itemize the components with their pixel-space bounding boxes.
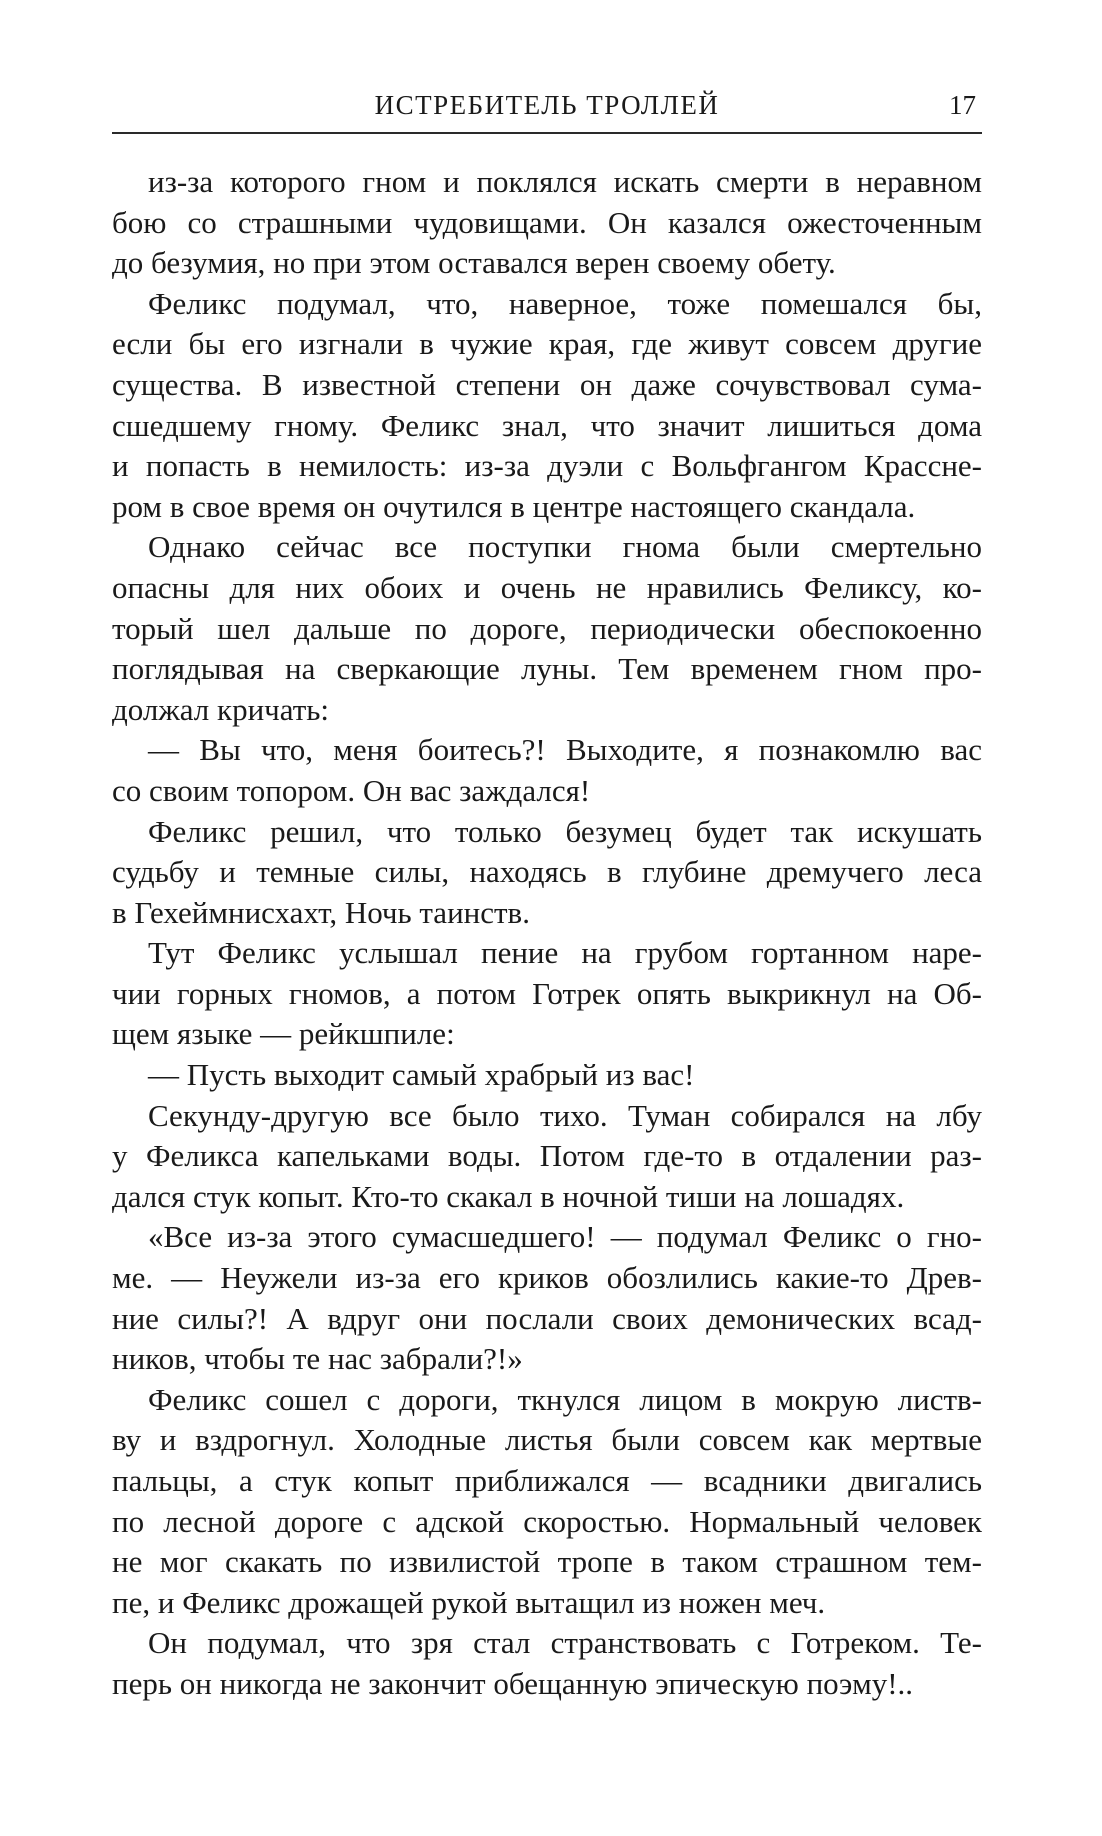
text-line: ние силы?! А вдруг они послали своих демонических всад- — [112, 1300, 982, 1336]
paragraph — [112, 1055, 982, 1096]
running-title: ИСТРЕБИТЕЛЬ ТРОЛЛЕЙ — [374, 90, 720, 120]
paragraph — [112, 1380, 982, 1624]
text-line: поглядывая на сверкающие луны. Тем временем гном про- — [112, 651, 982, 687]
text-line: перь он никогда не закончит обещанную эпическую поэму!.. — [112, 1665, 914, 1701]
text-line: — Пусть выходит самый храбрый из вас! — [148, 1057, 695, 1093]
text-line: из-за которого гном и поклялся искать смерти в неравном — [148, 164, 982, 199]
text-line: Феликс решил, что только безумец будет так искушать — [148, 813, 982, 849]
text-line: Тут Феликс услышал пение на грубом гортанном наре- — [148, 935, 982, 971]
paragraph — [112, 1217, 982, 1379]
text-line: дался стук копыт. Кто-то скакал в ночной тиши на лошадях. — [112, 1178, 905, 1214]
paragraph — [112, 162, 982, 284]
page-number: 17 — [949, 90, 976, 120]
text-line: «Все из-за этого сумасшедшего! — подумал Феликс о гно- — [148, 1219, 982, 1255]
text-line: по лесной дороге с адской скоростью. Нормальный человек — [112, 1503, 982, 1539]
paragraph — [112, 284, 982, 528]
text-line: судьбу и темные силы, находясь в глубине дремучего леса — [112, 854, 982, 890]
text-line: пе, и Феликс дрожащей рукой вытащил из ножен меч. — [112, 1584, 826, 1620]
text-line: торый шел дальше по дороге, периодически обеспокоенно — [112, 610, 982, 646]
text-line: со своим топором. Он вас заждался! — [112, 772, 591, 808]
text-line: Феликс сошел с дороги, ткнулся лицом в мокрую листв- — [148, 1381, 982, 1417]
text-line: до безумия, но при этом оставался верен своему обету. — [112, 245, 836, 281]
text-line: ников, чтобы те нас забрали?!» — [112, 1341, 523, 1377]
text-line: у Феликса капельками воды. Потом где-то в отдалении раз- — [112, 1138, 982, 1174]
text-line: если бы его изгнали в чужие края, где живут совсем другие — [112, 326, 982, 362]
paragraph — [112, 730, 982, 811]
paragraph — [112, 527, 982, 730]
text-line: опасны для них обоих и очень не нравились Феликсу, ко- — [112, 569, 982, 605]
text-line: ме. — Неужели из-за его криков обозлились какие-то Древ- — [112, 1260, 982, 1296]
text-line: бою со страшными чудовищами. Он казался ожесточенным — [112, 204, 982, 240]
text-line: в Гехеймнисхахт, Ночь таинств. — [112, 894, 530, 930]
text-line: ву и вздрогнул. Холодные листья были совсем как мертвые — [112, 1422, 982, 1458]
text-line: сшедшему гному. Феликс знал, что значит лишиться дома — [112, 407, 982, 443]
text-line: ром в свое время он очутился в центре настоящего скандала. — [112, 488, 916, 524]
text-line: пальцы, а стук копыт приближался — всадники двигались — [112, 1463, 982, 1498]
text-line: и попасть в немилость: из-за дуэли с Вольфгангом Красснe- — [112, 448, 982, 484]
text-line: Он подумал, что зря стал странствовать с Готреком. Те- — [148, 1625, 982, 1661]
text-line: Секунду-другую все было тихо. Туман собирался на лбу — [148, 1097, 982, 1133]
text-line: — Вы что, меня боитесь?! Выходите, я познакомлю вас — [148, 732, 982, 768]
text-line: существа. В известной степени он даже сочувствовал сума- — [112, 366, 982, 402]
running-header — [112, 86, 982, 134]
paragraph — [112, 812, 982, 934]
paragraph — [112, 933, 982, 1055]
text-line: чии горных гномов, а потом Готрек опять выкрикнул на Об- — [112, 975, 982, 1011]
text-line: Однако сейчас все поступки гнома были смертельно — [148, 529, 982, 565]
text-line: не мог скакать по извилистой тропе в таком страшном тем- — [112, 1544, 982, 1580]
paragraph — [112, 1096, 982, 1218]
paragraph — [112, 1623, 982, 1704]
text-line: щем языке — рейкшпиле: — [112, 1016, 455, 1052]
text-line: Феликс подумал, что, наверное, тоже помешался бы, — [148, 285, 982, 321]
body-text — [112, 162, 982, 1705]
text-line: должал кричать: — [112, 691, 329, 727]
